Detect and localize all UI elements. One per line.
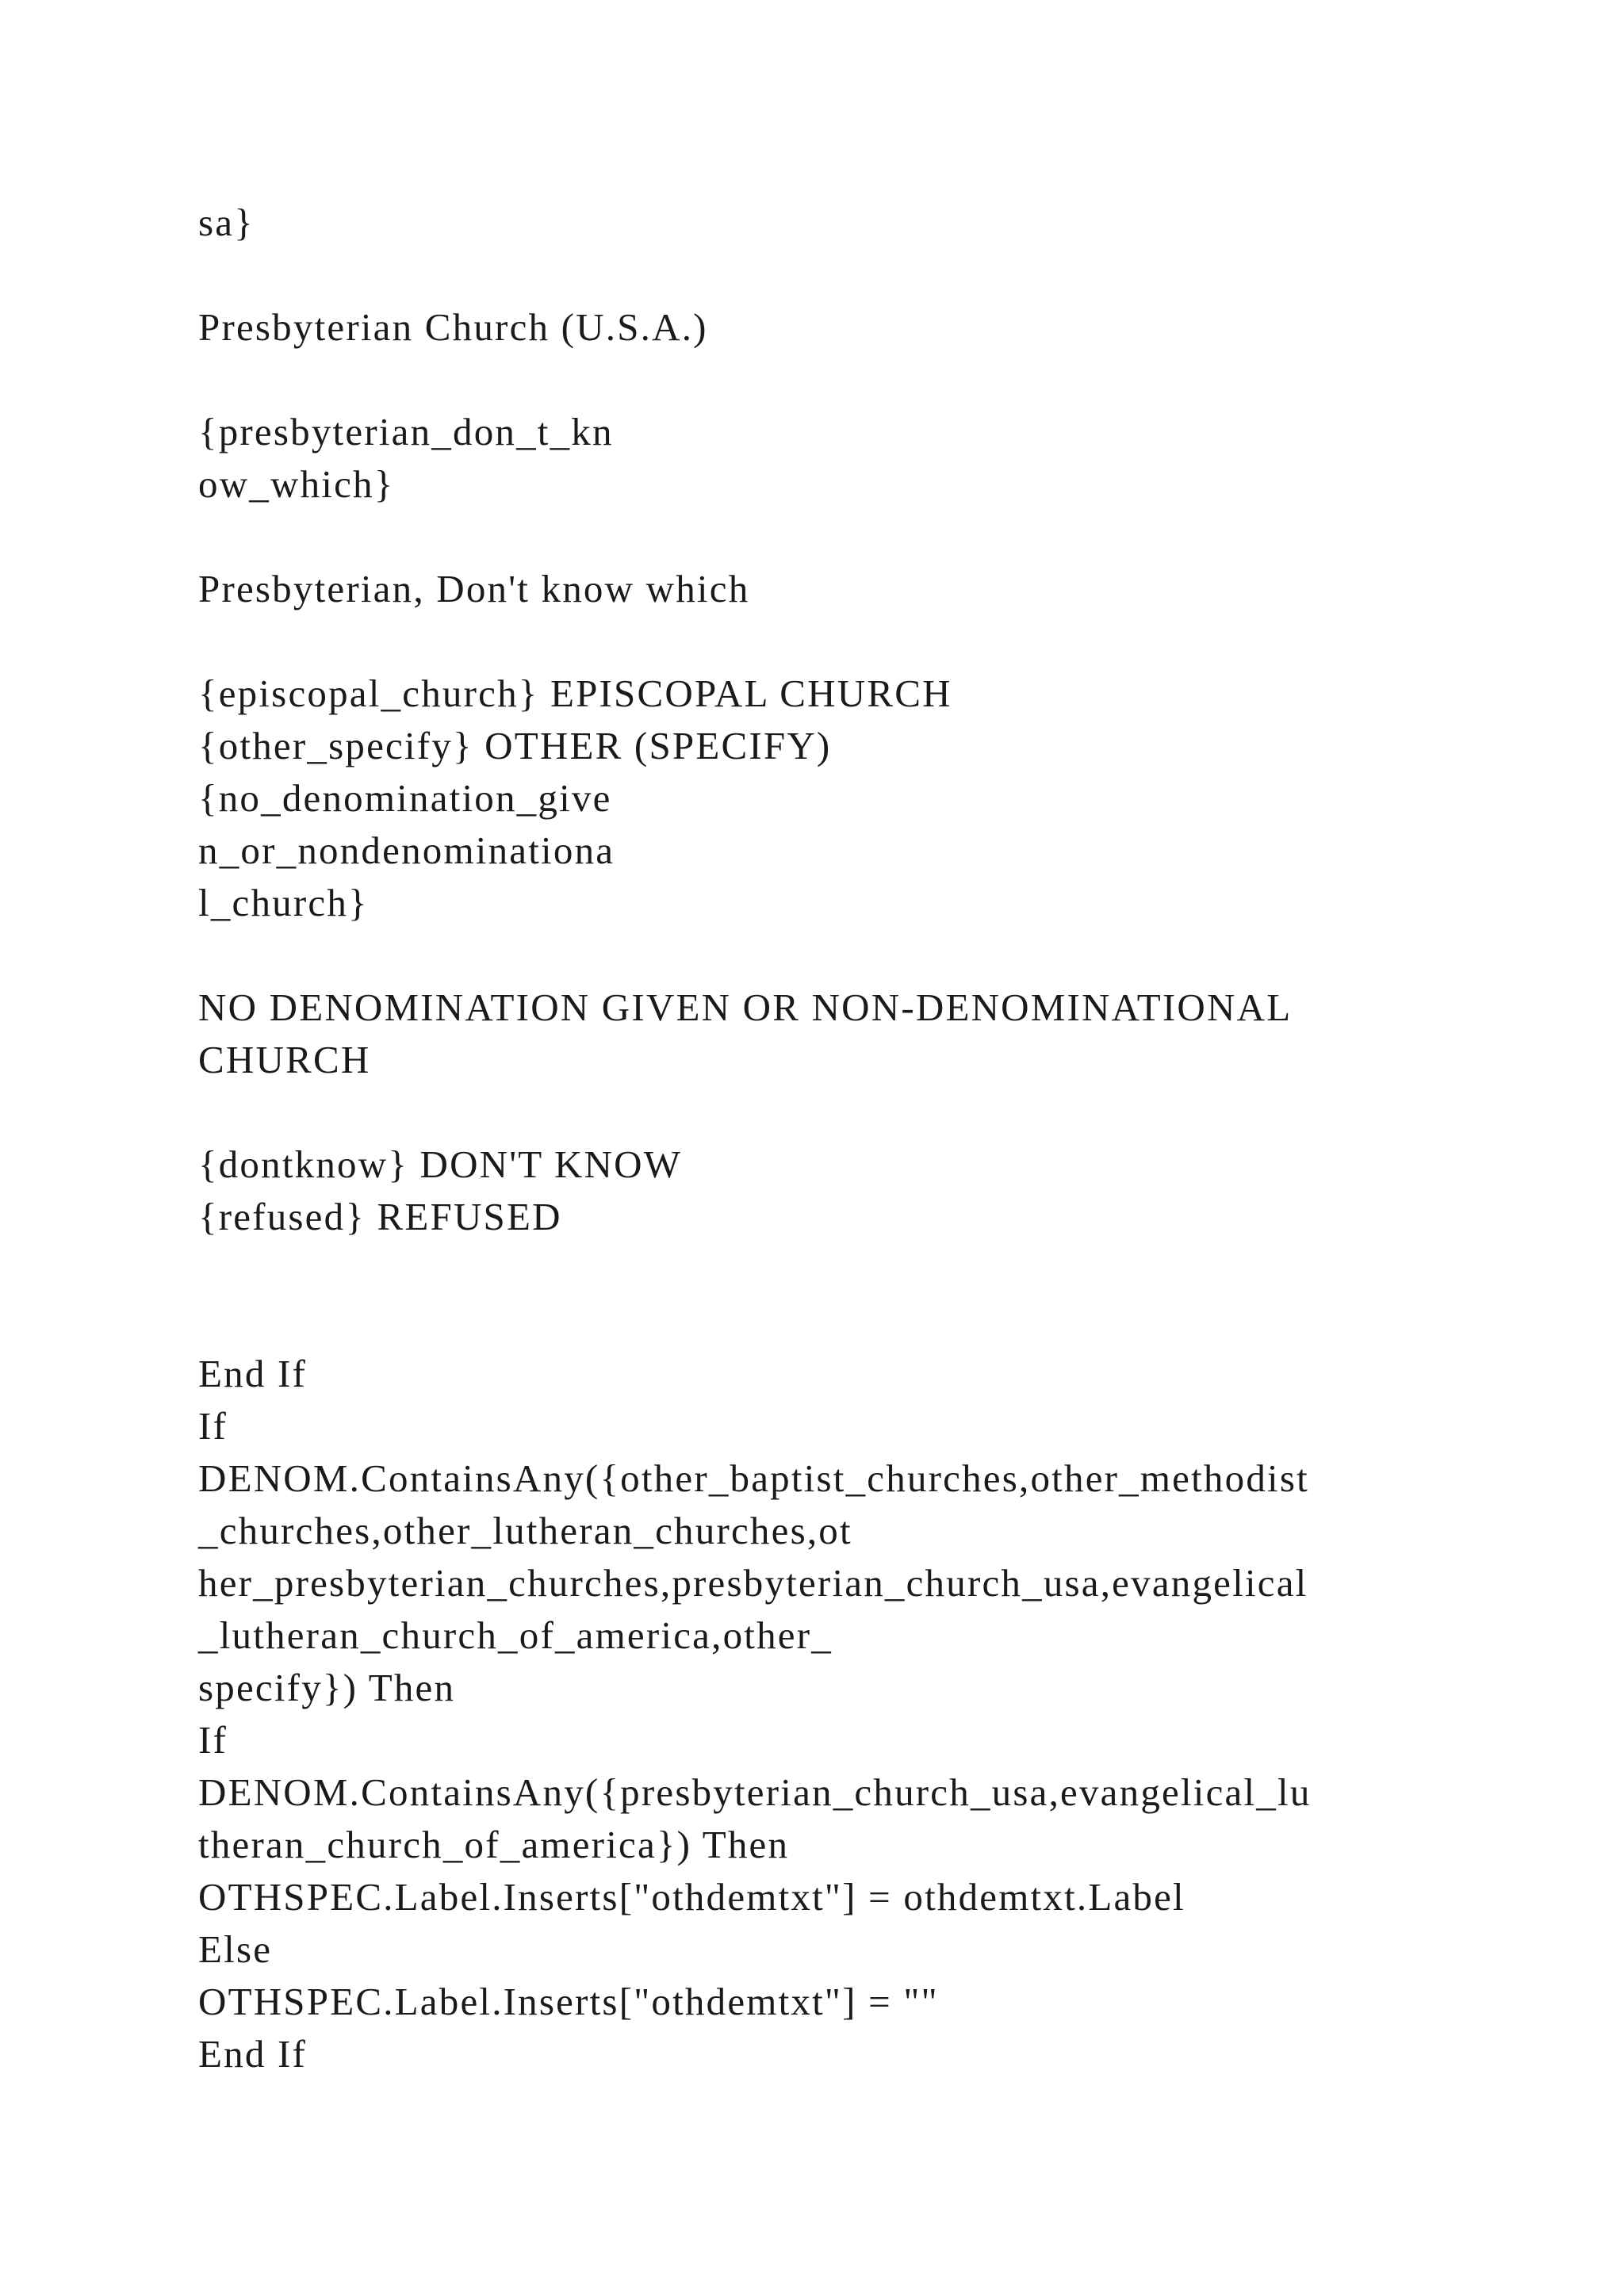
text-line: n_or_nondenominationa [198,828,615,872]
text-line: {dontknow} DON'T KNOW [198,1142,683,1186]
text-line: sa} [198,201,255,244]
text-line: {episcopal_church} EPISCOPAL CHURCH [198,672,952,715]
text-line: l_church} [198,881,369,924]
text-line: OTHSPEC.Label.Inserts["othdemtxt"] = othdemtxt.Label [198,1875,1185,1919]
text-line: Presbyterian Church (U.S.A.) [198,305,708,349]
text-line: specify}) Then [198,1666,456,1709]
text-line: DENOM.ContainsAny({presbyterian_church_usa,evangelical_lu [198,1770,1312,1814]
text-line: If [198,1718,228,1762]
text-line: _churches,other_lutheran_churches,ot [198,1509,852,1552]
text-line: If [198,1404,228,1448]
text-line: Presbyterian, Don't know which [198,567,750,610]
text-line: ow_which} [198,462,395,506]
text-line: {refused} REFUSED [198,1195,562,1238]
text-line: DENOM.ContainsAny({other_baptist_churches,other_methodist [198,1456,1309,1500]
text-line: End If [198,2032,308,2076]
text-line: her_presbyterian_churches,presbyterian_church_usa,evangelical [198,1561,1308,1605]
text-line: End If [198,1352,308,1395]
text-line: theran_church_of_america}) Then [198,1823,790,1866]
text-line: CHURCH [198,1038,371,1081]
text-line: {presbyterian_don_t_kn [198,410,614,453]
text-line: OTHSPEC.Label.Inserts["othdemtxt"] = "" [198,1980,939,2023]
text-line: NO DENOMINATION GIVEN OR NON-DENOMINATIONAL [198,985,1293,1029]
text-line: _lutheran_church_of_america,other_ [198,1613,833,1657]
text-line: {no_denomination_give [198,776,612,820]
text-line: Else [198,1927,273,1971]
text-line: {other_specify} OTHER (SPECIFY) [198,724,832,767]
